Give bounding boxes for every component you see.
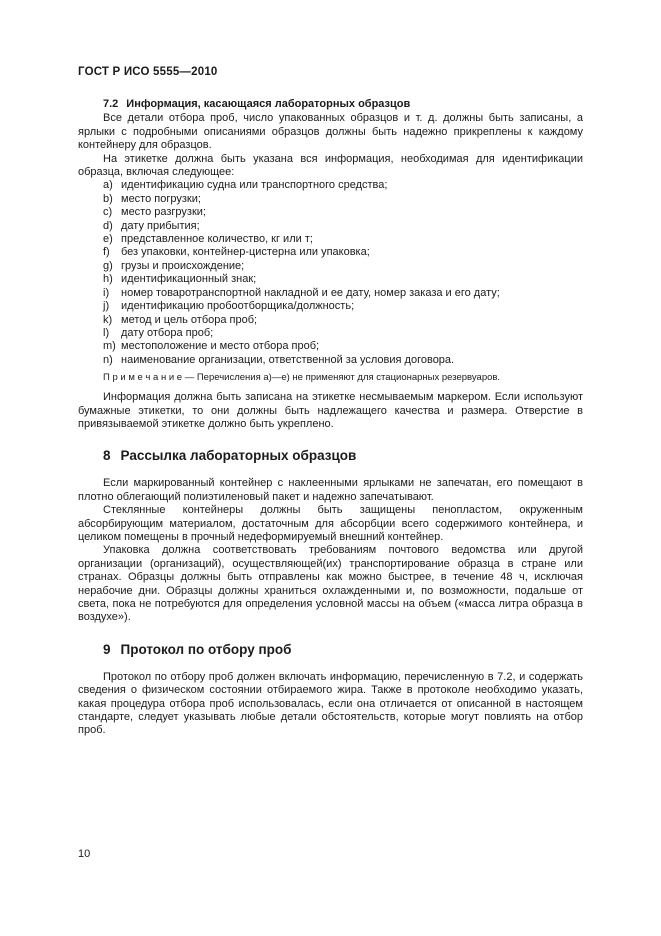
list-marker: e) bbox=[103, 233, 113, 246]
section-9-heading bbox=[78, 642, 583, 658]
paragraph-glass-containers: Стеклянные контейнеры должны быть защищены пенопластом, окруженным абсорбирующим материалом, достаточным для абсорбции всего содержимого контейнера, и целиком помещены в прочный недеформируемый внешний контейнер. bbox=[78, 504, 583, 543]
list-item-b bbox=[78, 193, 583, 206]
paragraph-marker-requirements: Информация должна быть записана на этикетке несмываемым маркером. Если используют бумажные этикетки, то они должны быть надлежащего качества и размера. Отверстие в привязываемой этикетке должно быть укреплено. bbox=[78, 391, 583, 430]
list-item-k bbox=[78, 314, 583, 327]
section-8-number: 8 bbox=[103, 448, 111, 464]
list-item-i bbox=[78, 287, 583, 300]
list-item-e bbox=[78, 233, 583, 246]
list-text: наименование организации, ответственной за условия договора. bbox=[121, 353, 455, 366]
list-text: дату отбора проб; bbox=[121, 326, 214, 339]
list-text: идентификационный знак; bbox=[121, 273, 257, 286]
list-marker: c) bbox=[103, 206, 113, 219]
list-text: идентификацию пробоотборщика/должность; bbox=[121, 300, 355, 313]
section-9-number: 9 bbox=[103, 641, 111, 657]
list-marker: d) bbox=[103, 219, 113, 232]
list-marker: g) bbox=[103, 259, 113, 272]
list-text: местоположение и место отбора проб; bbox=[121, 340, 320, 353]
list-marker: h) bbox=[103, 273, 113, 286]
list-text: дату прибытия; bbox=[121, 219, 200, 232]
list-text: место разгрузки; bbox=[121, 206, 206, 219]
note: П р и м е ч а н и е — Перечисления a)—e) не применяют для стационарных резервуаров. bbox=[103, 372, 501, 384]
paragraph-packaging: Упаковка должна соответствовать требованиям почтового ведомства или другой организации (организаций), осуществляющей(их) транспортирование образца в стране или странах. Образцы должны быть отправлены как можно быстрее, в течение 48 ч, исключая нерабочие дни. Образцы должны храниться охлажденными и, по возможности, подальше от света, пока не потребуются для определения условной массы на объем («масса литра образца в воздухе»). bbox=[78, 544, 583, 624]
label-info-list bbox=[78, 179, 583, 367]
list-item-f bbox=[78, 246, 583, 259]
list-item-g bbox=[78, 260, 583, 273]
list-item-l bbox=[78, 327, 583, 340]
list-text: идентификацию судна или транспортного средства; bbox=[121, 179, 388, 192]
section-7-2-heading bbox=[78, 98, 583, 111]
list-item-m bbox=[78, 340, 583, 353]
list-marker: a) bbox=[103, 179, 113, 192]
list-marker: m) bbox=[103, 340, 116, 353]
list-marker: n) bbox=[103, 353, 113, 366]
list-text: место погрузки; bbox=[121, 192, 201, 205]
list-marker: j) bbox=[103, 300, 110, 313]
section-7-2-title: Информация, касающаяся лабораторных образцов bbox=[126, 98, 411, 110]
running-header: ГОСТ Р ИСО 5555—2010 bbox=[78, 66, 218, 78]
list-item-c bbox=[78, 206, 583, 219]
section-9-title: Протокол по отбору проб bbox=[120, 641, 292, 657]
section-8-title: Рассылка лабораторных образцов bbox=[120, 448, 357, 464]
paragraph-sealing: Если маркированный контейнер с наклеенными ярлыками не запечатан, его помещают в плотно облегающий полиэтиленовый пакет и надежно запечатывают. bbox=[78, 477, 583, 503]
section-7-2-number: 7.2 bbox=[103, 98, 119, 110]
list-item-j bbox=[78, 300, 583, 313]
list-item-n bbox=[78, 354, 583, 367]
list-text: номер товаротранспортной накладной и ее дату, номер заказа и его дату; bbox=[121, 286, 500, 299]
paragraph-label-info: На этикетке должна быть указана вся информация, необходимая для идентификации образца, включая следующее: bbox=[78, 152, 583, 179]
list-marker: i) bbox=[103, 286, 110, 299]
list-item-h bbox=[78, 273, 583, 286]
list-marker: f) bbox=[103, 246, 110, 259]
list-marker: k) bbox=[103, 313, 113, 326]
section-8-heading bbox=[78, 448, 583, 464]
list-text: представленное количество, кг или т; bbox=[121, 233, 313, 246]
paragraph-sampling-report: Протокол по отбору проб должен включать информацию, перечисленную в 7.2, и содержать сведения о физическом состоянии отбираемого жира. Также в протоколе необходимо указать, какая процедура отбора проб использовалась, если она отличается от описанной в настоящем стандарте, следует указывать любые детали обстоятельств, которые могут повлиять на отбор проб. bbox=[78, 670, 583, 737]
list-item-a bbox=[78, 179, 583, 192]
list-text: грузы и происхождение; bbox=[121, 259, 245, 272]
list-text: метод и цель отбора проб; bbox=[121, 313, 258, 326]
list-marker: l) bbox=[103, 326, 110, 339]
list-marker: b) bbox=[103, 192, 113, 205]
list-text: без упаковки, контейнер-цистерна или упаковка; bbox=[121, 246, 370, 259]
paragraph-labels: Все детали отбора проб, число упакованных образцов и т. д. должны быть записаны, а ярлыки с подробными описаниями образцов должны быть надежно прикреплены к каждому контейнеру для образцов. bbox=[78, 112, 583, 152]
page-number: 10 bbox=[78, 848, 91, 860]
list-item-d bbox=[78, 220, 583, 233]
